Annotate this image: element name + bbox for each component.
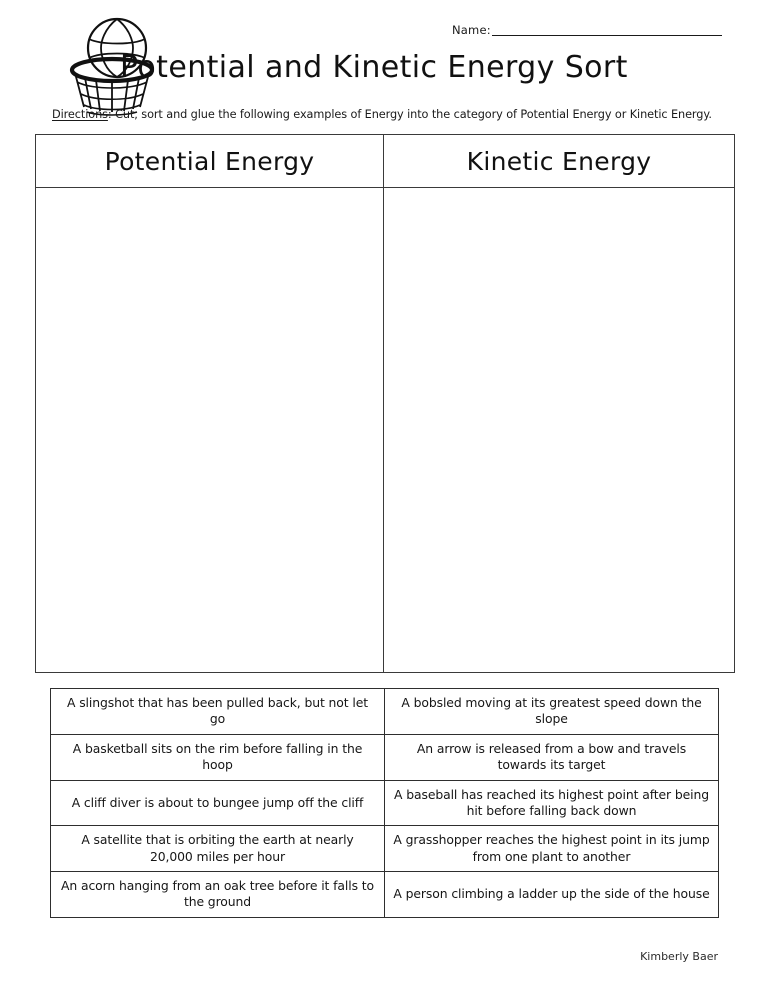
drop-area-potential-energy[interactable] xyxy=(36,188,384,672)
card-left-5[interactable]: An acorn hanging from an oak tree before it falls to the ground xyxy=(51,872,385,918)
table-row xyxy=(51,734,719,780)
drop-area-kinetic-energy[interactable] xyxy=(384,188,734,672)
name-blank-line[interactable] xyxy=(492,24,722,36)
directions-label: Directions xyxy=(52,108,108,121)
card-left-2[interactable]: A basketball sits on the rim before falling in the hoop xyxy=(51,734,385,780)
name-label: Name: xyxy=(452,22,491,37)
card-right-1[interactable]: A bobsled moving at its greatest speed down the slope xyxy=(385,689,719,735)
card-right-2[interactable]: An arrow is released from a bow and travels towards its target xyxy=(385,734,719,780)
table-row xyxy=(51,826,719,872)
page-title: Potential and Kinetic Energy Sort xyxy=(120,50,628,85)
card-left-4[interactable]: A satellite that is orbiting the earth at nearly 20,000 miles per hour xyxy=(51,826,385,872)
table-row xyxy=(51,780,719,826)
card-right-3[interactable]: A baseball has reached its highest point after being hit before falling back down xyxy=(385,780,719,826)
sort-column-header-potential: Potential Energy xyxy=(36,135,384,187)
directions xyxy=(52,108,742,121)
sort-column-header-kinetic: Kinetic Energy xyxy=(466,146,652,176)
sort-box-body xyxy=(36,188,734,672)
table-row xyxy=(51,872,719,918)
card-right-4[interactable]: A grasshopper reaches the highest point in its jump from one plant to another xyxy=(385,826,719,872)
footer-attribution: Kimberly Baer xyxy=(640,950,718,963)
cards-body xyxy=(51,689,719,918)
cut-out-cards-table xyxy=(50,688,719,918)
sort-box xyxy=(35,134,735,673)
card-right-5[interactable]: A person climbing a ladder up the side of the house xyxy=(385,872,719,918)
table-row xyxy=(51,689,719,735)
sort-box-header-row xyxy=(36,135,734,188)
name-field[interactable] xyxy=(452,24,722,36)
directions-text: : Cut, sort and glue the following examples of Energy into the category of Potential Energy or Kinetic Energy. xyxy=(107,108,712,121)
card-left-3[interactable]: A cliff diver is about to bungee jump off the cliff xyxy=(51,780,385,826)
card-left-1[interactable]: A slingshot that has been pulled back, but not let go xyxy=(51,689,385,735)
